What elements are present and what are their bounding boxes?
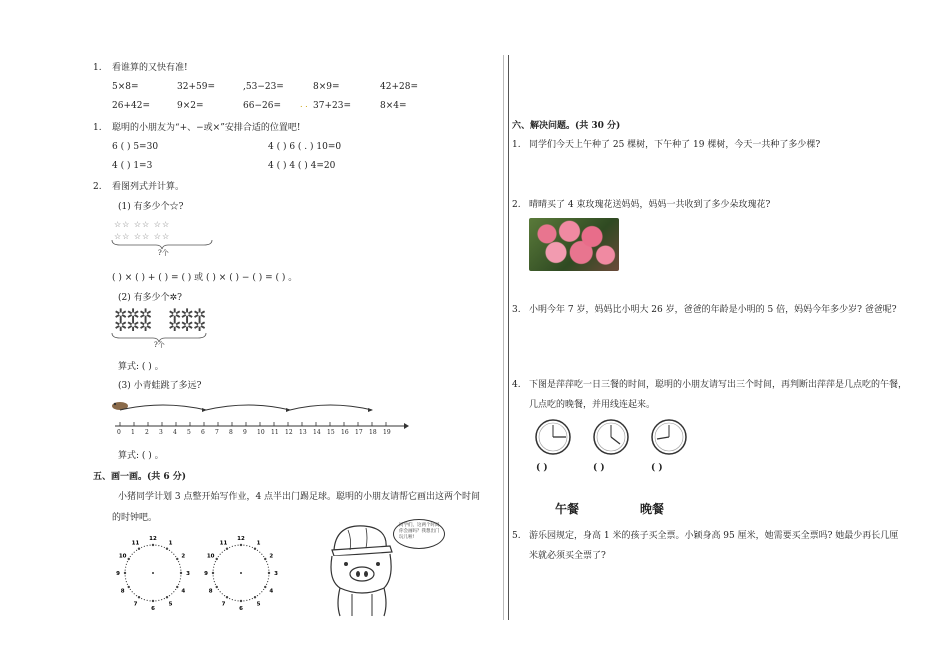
- pig-cartoon-icon: [322, 520, 402, 620]
- clock-dot: [237, 545, 238, 546]
- number-line-label: 15: [327, 429, 335, 436]
- clock-number: 2: [181, 553, 186, 560]
- clock-dot: [216, 558, 218, 560]
- q1-r1-c3: ,53−23=: [243, 82, 284, 92]
- clock-dot: [180, 572, 182, 574]
- clock-dot: [147, 600, 148, 601]
- number-line-label: 19: [383, 429, 391, 436]
- column-divider-inner: [503, 55, 504, 620]
- clock-dot: [220, 554, 221, 555]
- speech-bubble-text: 同学们，这两个时间你会画吗？我想出门玩儿啦!: [399, 523, 440, 540]
- number-line-label: 16: [341, 429, 349, 436]
- roses-photo: [529, 218, 619, 271]
- section5-text1: 小猪同学计划 3 点整开始写作业，4 点半出门踢足球。聪明的小朋友请帮它画出这两个时间: [118, 492, 481, 502]
- clock-dot: [254, 548, 256, 550]
- clock-dot: [171, 593, 172, 594]
- clock-dot: [144, 546, 145, 547]
- clock-dot: [125, 575, 126, 576]
- section5-title: 五、画一画。(共 6 分): [93, 472, 187, 482]
- clock-dot: [180, 569, 181, 570]
- clock-dot: [176, 558, 178, 560]
- clock-dot: [252, 598, 253, 599]
- clock-number: 4: [269, 588, 274, 595]
- p5-text2: 米就必须买全票了?: [529, 551, 606, 561]
- clock-dot: [124, 572, 126, 574]
- clock-dot: [180, 575, 181, 576]
- q3-number: 2.: [93, 182, 102, 192]
- p3-text: 小明今年 7 岁，妈妈比小明大 26 岁，爸爸的年龄是小明的 5 倍，妈妈今年多少岁? 爸爸呢?: [529, 305, 897, 315]
- dots-decoration: . .: [300, 100, 308, 109]
- clock-dot: [249, 599, 250, 600]
- clock-dot: [169, 595, 170, 596]
- clock-dot: [180, 567, 181, 568]
- q2-title: 聪明的小朋友为“+、−或×”安排合适的位置吧!: [112, 123, 301, 133]
- gears-group-1: ✲✲✲ ✲✲✲: [114, 305, 152, 335]
- clock-dot: [149, 545, 150, 546]
- meal-clock-2: [594, 420, 628, 454]
- clock-dot: [155, 545, 156, 546]
- clock-dot: [235, 600, 236, 601]
- stars-row-2: ☆☆ ☆☆ ☆☆: [114, 232, 171, 241]
- clock-dot: [178, 561, 179, 562]
- section5-text2: 的时钟吧。: [112, 513, 158, 523]
- clock-dot: [136, 595, 137, 596]
- q2-r1-c2: 4 ( ) 6 ( . ) 10=0: [268, 142, 342, 152]
- clock-dot: [125, 578, 126, 579]
- q1-r1-c5: 42+28=: [380, 82, 418, 92]
- clock-dot: [257, 595, 258, 596]
- clock-number: 10: [118, 553, 127, 560]
- clock-dot: [232, 599, 233, 600]
- clock-dot: [268, 569, 269, 570]
- clock-dot: [161, 599, 162, 600]
- clock-dot: [212, 572, 214, 574]
- clock-dot: [226, 548, 228, 550]
- brace-label: ?个: [158, 249, 169, 257]
- clock-dot: [125, 569, 126, 570]
- clock-dot: [268, 578, 269, 579]
- number-line-label: 6: [201, 429, 205, 436]
- number-line-label: 17: [355, 429, 363, 436]
- clock-dot: [226, 596, 228, 598]
- clock-dot: [268, 575, 269, 576]
- clock-dot: [130, 556, 131, 557]
- clock-dot: [229, 598, 230, 599]
- clock-dot: [246, 545, 247, 546]
- clock-dot: [224, 595, 225, 596]
- clock-dot: [268, 567, 269, 568]
- clock-number: 3: [274, 571, 278, 577]
- clock-dot: [237, 600, 238, 601]
- clock-dot: [214, 581, 215, 582]
- clock-dot: [127, 584, 128, 585]
- q1-r2-c3: 66−26=: [243, 101, 281, 111]
- number-line-label: 8: [229, 429, 233, 436]
- clock-number: 11: [131, 540, 140, 547]
- clock-dot: [268, 572, 270, 574]
- clock-dot: [213, 578, 214, 579]
- clock-number: 10: [206, 553, 215, 560]
- clock-number: 12: [149, 536, 157, 542]
- clock-number: 7: [221, 601, 226, 608]
- q3-formula3: 算式: ( ) 。: [118, 451, 164, 461]
- q1-title: 看谁算的又快有准!: [112, 63, 188, 73]
- meal-clocks: [533, 418, 693, 456]
- clock-dot: [175, 589, 176, 590]
- number-line-label: 13: [299, 429, 307, 436]
- clock-number: 8: [208, 588, 213, 595]
- clock-dot: [138, 596, 140, 598]
- clock-dot: [263, 589, 264, 590]
- clock-number: 5: [256, 601, 261, 608]
- clock-dot: [264, 558, 266, 560]
- clock-dot: [213, 569, 214, 570]
- p2-number: 2.: [512, 200, 521, 210]
- q2-r1-c1: 6 ( ) 5=30: [112, 142, 159, 152]
- number-line-label: 14: [313, 429, 321, 436]
- clock-dot: [176, 586, 178, 588]
- meal-blank-2[interactable]: ( ): [593, 463, 605, 473]
- clock-number: 12: [237, 536, 245, 542]
- number-line-label: 4: [173, 429, 177, 436]
- number-line-label: 11: [271, 429, 279, 436]
- clock-dot: [152, 544, 154, 546]
- p4-text1: 下图是萍萍吃一日三餐的时间，聪明的小朋友请写出三个时间，再判断出萍萍是几点吃的午餐，: [529, 380, 908, 390]
- clock-dot: [261, 591, 262, 592]
- p5-text1: 游乐园规定，身高 1 米的孩子买全票。小颖身高 95 厘米，她需要买全票吗? 她最少再长几厘: [529, 531, 899, 541]
- clock-dot: [252, 547, 253, 548]
- q1-r1-c4: 8×9=: [313, 82, 340, 92]
- clock-number: 6: [239, 606, 243, 611]
- clock-dot: [149, 600, 150, 601]
- p1-text: 同学们今天上午种了 25 棵树，下午种了 19 棵树，今天一共种了多少棵?: [529, 140, 821, 150]
- dinner-label: 晚餐: [640, 502, 665, 516]
- clock-dot: [222, 552, 223, 553]
- clock-dot: [218, 589, 219, 590]
- clock-face-1[interactable]: [115, 535, 191, 611]
- clock-number: 4: [181, 588, 186, 595]
- clock-dot: [147, 545, 148, 546]
- clock-dot: [215, 561, 216, 562]
- number-line-label: 12: [285, 429, 293, 436]
- clock-dot: [175, 556, 176, 557]
- q1-number: 1.: [93, 63, 102, 73]
- q2-number: 1.: [93, 123, 102, 133]
- clock-dot: [136, 550, 137, 551]
- clock-dot: [180, 578, 181, 579]
- clock-dot: [173, 591, 174, 592]
- clock-dot: [213, 575, 214, 576]
- clock-dot: [132, 554, 133, 555]
- clock-dot: [126, 581, 127, 582]
- q1-r2-c1: 26+42=: [112, 101, 150, 111]
- clock-dot: [166, 548, 168, 550]
- clock-dot: [243, 600, 244, 601]
- q3-formula1: ( ) × ( ) + ( ) = ( ) 或 ( ) × ( ) − ( ) = ( ) 。: [112, 273, 298, 283]
- number-line-label: 7: [215, 429, 219, 436]
- clock-dot: [240, 544, 242, 546]
- brace-label-2: ?个: [154, 341, 165, 349]
- clock-dot: [158, 600, 159, 601]
- clock-dot: [259, 593, 260, 594]
- q3-sub2: (2) 有多少个✲?: [118, 293, 182, 303]
- number-line-label: 5: [187, 429, 191, 436]
- number-line-label: 9: [243, 429, 247, 436]
- clock-number: 9: [204, 571, 208, 577]
- clock-dot: [264, 586, 266, 588]
- clock-dot: [263, 556, 264, 557]
- meal-clock-3: [652, 420, 686, 454]
- clock-center: [240, 572, 242, 574]
- number-line-label: 1: [131, 429, 135, 436]
- clock-dot: [155, 600, 156, 601]
- clock-dot: [126, 564, 127, 565]
- section6-title: 六、解决问题。(共 30 分): [512, 121, 621, 131]
- clock-dot: [246, 600, 247, 601]
- clock-dot: [266, 584, 267, 585]
- clock-number: 1: [256, 540, 261, 547]
- p5-number: 5.: [512, 531, 521, 541]
- q1-r1-c1: 5×8=: [112, 82, 139, 92]
- clock-number: 9: [116, 571, 120, 577]
- clock-number: 5: [168, 601, 173, 608]
- clock-dot: [261, 554, 262, 555]
- q3-sub1: (1) 有多少个☆?: [118, 202, 184, 212]
- clock-dot: [267, 581, 268, 582]
- clock-dot: [144, 599, 145, 600]
- clock-dot: [254, 596, 256, 598]
- clock-dot: [266, 561, 267, 562]
- clock-number: 8: [120, 588, 125, 595]
- clock-dot: [169, 550, 170, 551]
- clock-dot: [141, 598, 142, 599]
- clock-dot: [173, 554, 174, 555]
- clock-dot: [240, 600, 242, 602]
- clock-dot: [259, 552, 260, 553]
- clock-dot: [179, 564, 180, 565]
- p3-number: 3.: [512, 305, 521, 315]
- q1-r2-c4: 37+23=: [313, 101, 351, 111]
- clock-dot: [222, 593, 223, 594]
- clock-dot: [179, 581, 180, 582]
- q1-r2-c5: 8×4=: [380, 101, 407, 111]
- number-line-label: 3: [159, 429, 163, 436]
- clock-dot: [132, 591, 133, 592]
- clock-dot: [130, 589, 131, 590]
- clock-dot: [267, 564, 268, 565]
- clock-dot: [134, 552, 135, 553]
- clock-dot: [171, 552, 172, 553]
- q3-sub3: (3) 小青蛙跳了多远?: [118, 381, 202, 391]
- p1-number: 1.: [512, 140, 521, 150]
- clock-dot: [178, 584, 179, 585]
- number-line-label: 0: [117, 429, 121, 436]
- meal-clock-1: [536, 420, 570, 454]
- clock-dot: [125, 567, 126, 568]
- clock-dot: [138, 548, 140, 550]
- clock-dot: [229, 547, 230, 548]
- gears-group-2: ✲✲✲ ✲✲✲: [168, 305, 206, 335]
- clock-dot: [235, 545, 236, 546]
- number-line-label: 10: [257, 429, 265, 436]
- clock-number: 7: [133, 601, 138, 608]
- clock-number: 3: [186, 571, 190, 577]
- clock-number: 2: [269, 553, 274, 560]
- clock-dot: [158, 545, 159, 546]
- clock-dot: [128, 586, 130, 588]
- clock-dot: [249, 546, 250, 547]
- clock-dot: [164, 547, 165, 548]
- p2-text: 晴晴买了 4 束玫瑰花送妈妈，妈妈一共收到了多少朵玫瑰花?: [529, 200, 771, 210]
- q2-r2-c1: 4 ( ) 1=3: [112, 161, 153, 171]
- clock-number: 11: [219, 540, 228, 547]
- q1-r1-c2: 32+59=: [177, 82, 215, 92]
- clock-dot: [134, 593, 135, 594]
- clock-dot: [218, 556, 219, 557]
- clock-number: 1: [168, 540, 173, 547]
- clock-dot: [232, 546, 233, 547]
- p4-text2: 几点吃的晚餐，并用线连起来。: [529, 400, 656, 410]
- clock-dot: [216, 586, 218, 588]
- clock-dot: [215, 584, 216, 585]
- q3-title: 看图列式并计算。: [112, 182, 185, 192]
- meal-blank-1[interactable]: ( ): [536, 463, 548, 473]
- q2-r2-c2: 4 ( ) 4 ( ) 4=20: [268, 161, 336, 171]
- column-divider: [508, 55, 509, 620]
- clock-dot: [213, 567, 214, 568]
- clock-dot: [257, 550, 258, 551]
- clock-dot: [164, 598, 165, 599]
- clock-dot: [220, 591, 221, 592]
- clock-center: [152, 572, 154, 574]
- clock-face-2[interactable]: [203, 535, 279, 611]
- number-line-label: 18: [369, 429, 377, 436]
- p4-number: 4.: [512, 380, 521, 390]
- clock-number: 6: [151, 606, 155, 611]
- clock-dot: [128, 558, 130, 560]
- stars-row-1: ☆☆ ☆☆ ☆☆: [114, 220, 171, 229]
- clock-dot: [152, 600, 154, 602]
- q3-formula2: 算式: ( ) 。: [118, 362, 164, 372]
- number-line-label: 2: [145, 429, 149, 436]
- clock-dot: [224, 550, 225, 551]
- clock-dot: [166, 596, 168, 598]
- lunch-label: 午餐: [555, 502, 580, 516]
- clock-dot: [141, 547, 142, 548]
- clock-dot: [243, 545, 244, 546]
- clock-dot: [127, 561, 128, 562]
- clock-dot: [161, 546, 162, 547]
- clock-dot: [214, 564, 215, 565]
- meal-blank-3[interactable]: ( ): [651, 463, 663, 473]
- q1-r2-c2: 9×2=: [177, 101, 204, 111]
